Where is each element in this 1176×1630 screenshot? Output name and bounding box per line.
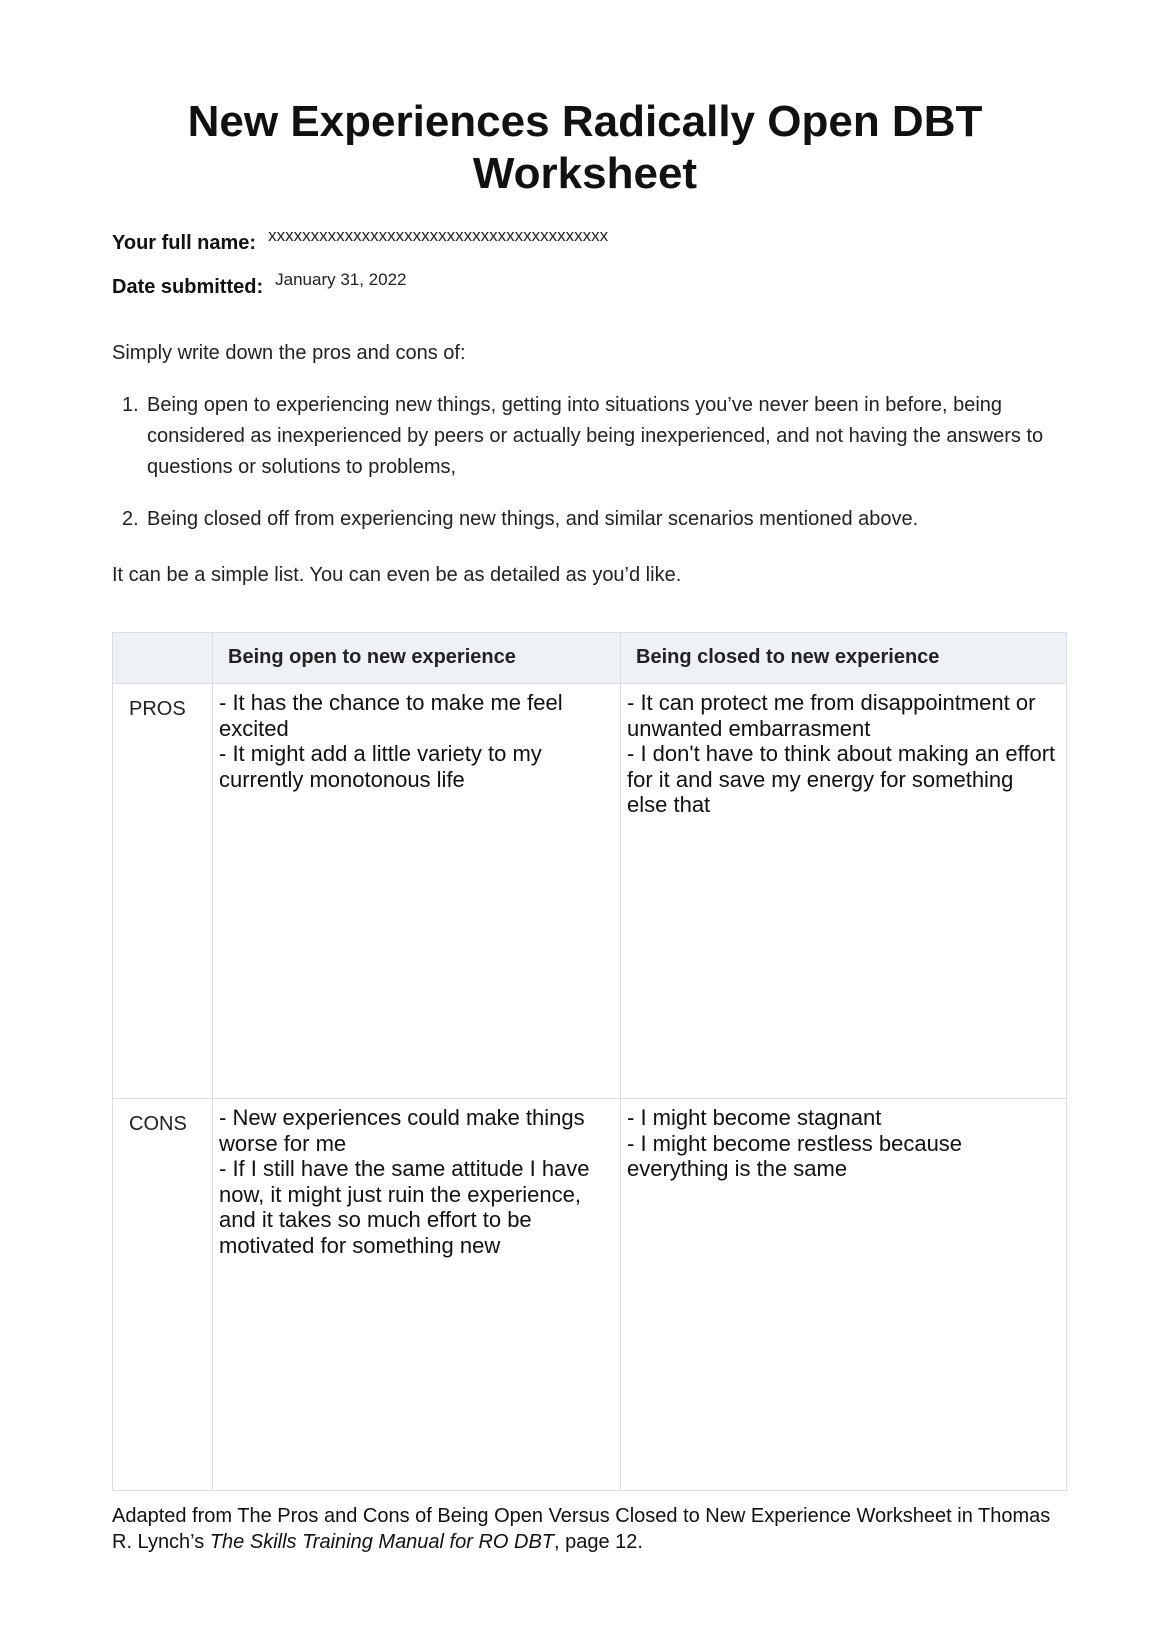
pros-closed-text: - It can protect me from disappointment or unwanted embarrasment - I don't have to think about making an effort for it and save my energy for something else that <box>627 690 1056 817</box>
name-label: Your full name: <box>112 232 257 254</box>
pros-closed-cell <box>621 684 1067 1099</box>
credit-suffix: , page 12. <box>554 1531 643 1553</box>
list-text: Being closed off from experiencing new things, and similar scenarios mentioned above. <box>147 508 919 530</box>
date-field-row <box>112 270 407 299</box>
list-number: 2. <box>122 508 139 530</box>
date-label: Date submitted: <box>112 276 264 298</box>
source-credit <box>112 1503 1072 1555</box>
table-header-row <box>113 633 1067 684</box>
cons-closed-cell <box>621 1099 1067 1491</box>
credit-book-title: The Skills Training Manual for RO DBT <box>209 1531 555 1553</box>
list-number: 1. <box>122 394 139 416</box>
pros-open-cell <box>213 684 621 1099</box>
name-value: xxxxxxxxxxxxxxxxxxxxxxxxxxxxxxxxxxxxxxxx <box>268 226 609 245</box>
table-row-cons <box>113 1099 1067 1491</box>
pros-open-text: - It has the chance to make me feel excited - It might add a little variety to my currently monotonous life <box>219 690 563 792</box>
cons-label: CONS <box>113 1099 213 1491</box>
page-title: New Experiences Radically Open DBT Worksheet <box>187 97 983 198</box>
list-item <box>112 390 1072 483</box>
cons-open-text: - New experiences could make things worse for me - If I still have the same attitude I have now, it might just ruin the experience, and it takes so much effort to be motivated for something new <box>219 1105 590 1258</box>
header-open: Being open to new experience <box>213 633 621 684</box>
cons-closed-text: - I might become stagnant - I might become restless because everything is the same <box>627 1105 963 1181</box>
list-text: Being open to experiencing new things, getting into situations you’ve never been in before, being considered as inexperienced by peers or actually being inexperienced, and not having the answers to questions or solutions to problems, <box>147 394 1044 478</box>
header-blank-cell <box>113 633 213 684</box>
list-item <box>112 504 1072 535</box>
credit-prefix: Adapted from The Pros and Cons of Being Open Versus Closed to New Experience Worksheet in Thomas R. Lynch’s <box>112 1505 1051 1553</box>
instruction-list <box>112 390 1072 535</box>
header-closed: Being closed to new experience <box>621 633 1067 684</box>
table-row-pros <box>113 684 1067 1099</box>
date-value: January 31, 2022 <box>275 270 407 289</box>
outro-text: It can be a simple list. You can even be as detailed as you’d like. <box>112 564 682 586</box>
intro-text: Simply write down the pros and cons of: <box>112 342 466 364</box>
name-field-row <box>112 226 609 255</box>
pros-label: PROS <box>113 684 213 1099</box>
cons-open-cell <box>213 1099 621 1491</box>
pros-cons-table <box>112 632 1067 1491</box>
